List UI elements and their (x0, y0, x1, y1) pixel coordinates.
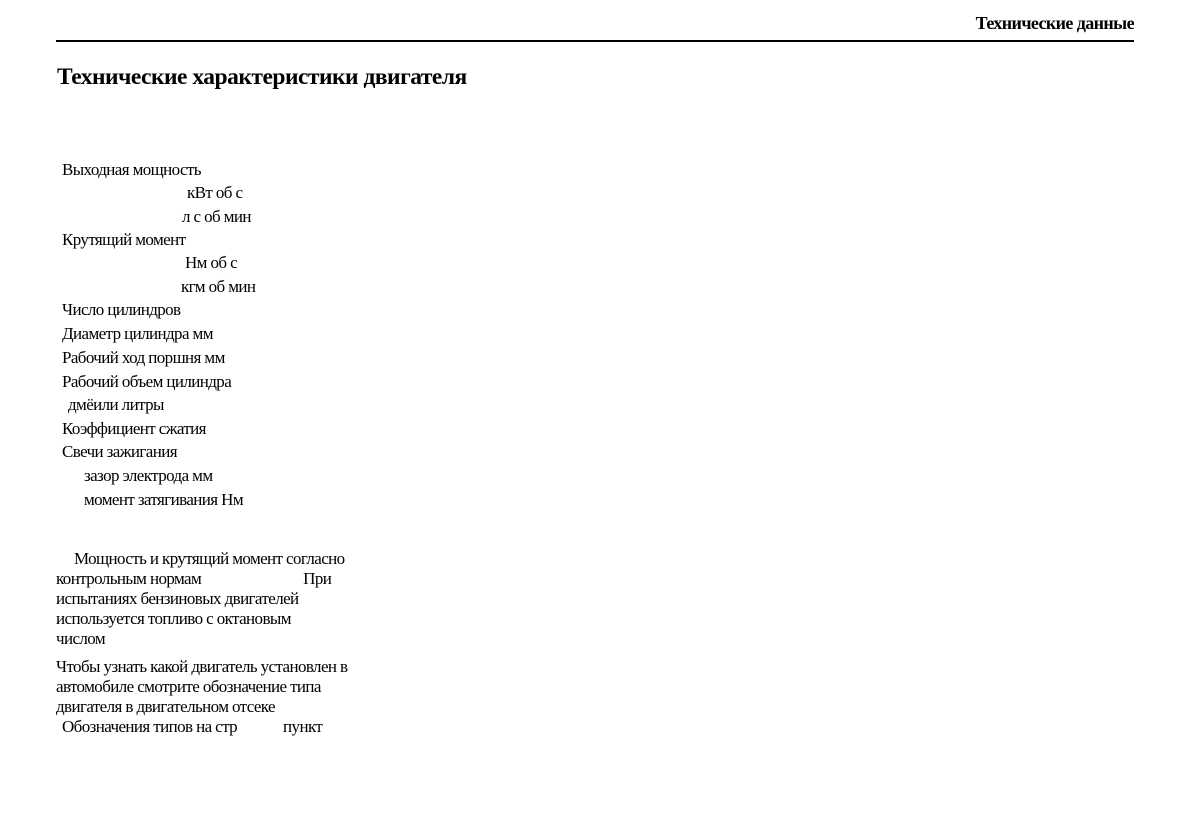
header-rule (56, 40, 1134, 42)
power-note-line-2b: При (303, 569, 332, 588)
engine-type-note (56, 657, 396, 737)
engine-type-note-line-4b: пункт (283, 717, 323, 736)
power-note-line-2a: контрольным нормам (56, 569, 202, 588)
spec-output-power-label: Выходная мощность (62, 160, 201, 179)
power-note-line-4: используется топливо с октановым (56, 609, 291, 628)
spec-torque-unit-nm: Нм об с (185, 253, 238, 272)
spec-compression-ratio: Коэффициент сжатия (62, 419, 206, 438)
engine-type-note-line-4 (56, 717, 396, 737)
power-note (56, 549, 396, 649)
spec-output-power-unit-kw: кВт об с (187, 183, 243, 202)
spec-torque-unit-kgm: кгм об мин (181, 277, 256, 296)
spec-displacement-unit: дмёили литры (68, 395, 164, 414)
header-section-label: Технические данные (975, 13, 1134, 33)
spec-piston-stroke: Рабочий ход поршня мм (62, 348, 225, 367)
power-note-line-3: испытаниях бензиновых двигателей (56, 589, 299, 608)
engine-type-note-line-1: Чтобы узнать какой двигатель установлен в (56, 657, 348, 676)
power-note-line-5: числом (56, 629, 106, 648)
spec-torque-label: Крутящий момент (62, 230, 186, 249)
spec-spark-plugs-tightening-torque: момент затягивания Нм (84, 490, 243, 509)
power-note-line-2 (56, 569, 396, 589)
spec-spark-plugs-label: Свечи зажигания (62, 442, 177, 461)
engine-type-note-line-2: автомобиле смотрите обозначение типа (56, 677, 321, 696)
power-note-line-1: Мощность и крутящий момент согласно (74, 549, 345, 568)
spec-cylinder-bore: Диаметр цилиндра мм (62, 324, 213, 343)
spec-cylinders-count: Число цилиндров (62, 300, 181, 319)
engine-type-note-line-4a: Обозначения типов на стр (62, 717, 238, 736)
page-title: Технические характеристики двигателя (57, 64, 467, 90)
spec-output-power-unit-hp: л с об мин (182, 207, 251, 226)
engine-type-note-line-3: двигателя в двигательном отсеке (56, 697, 275, 716)
spec-displacement-label: Рабочий объем цилиндра (62, 372, 232, 391)
spec-spark-plugs-electrode-gap: зазор электрода мм (84, 466, 213, 485)
